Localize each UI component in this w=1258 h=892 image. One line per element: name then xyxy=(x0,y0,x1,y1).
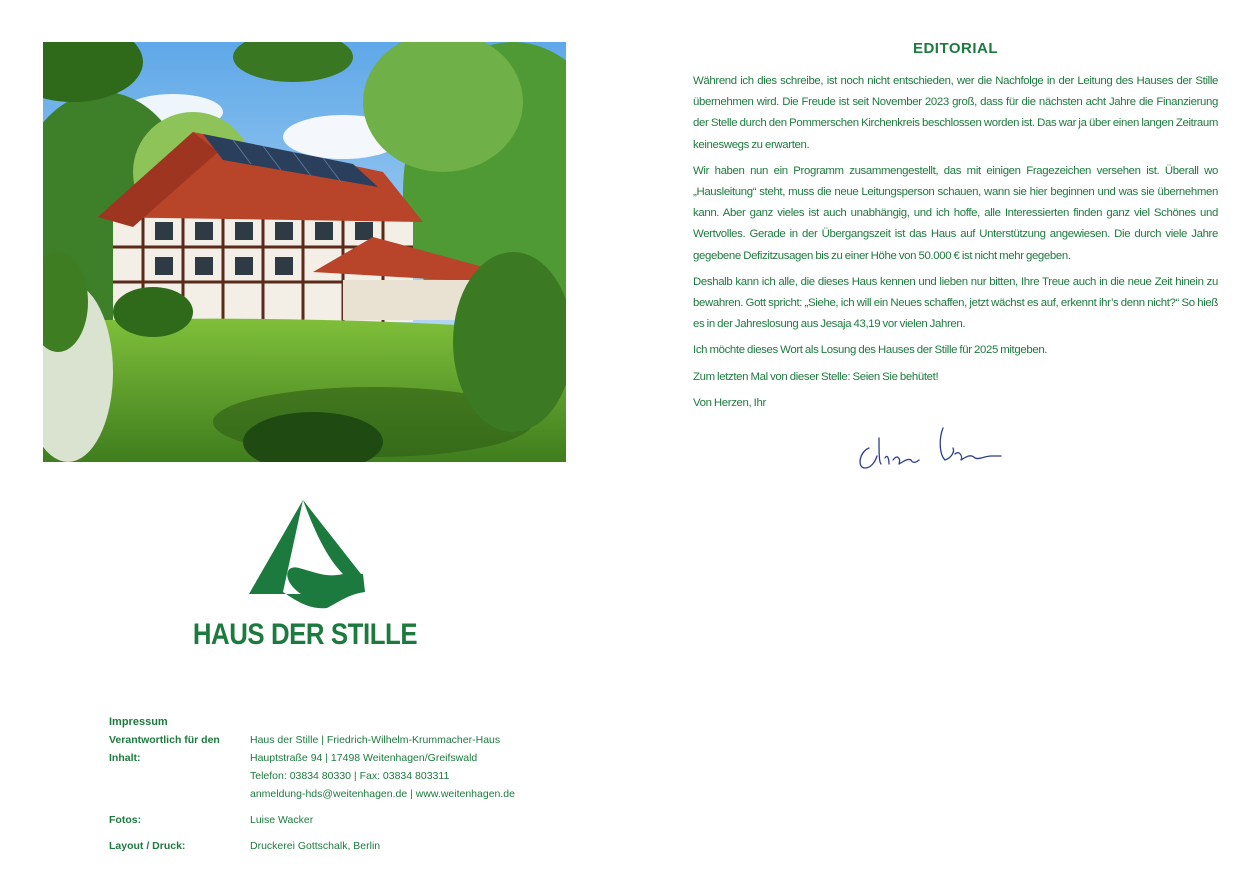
house-photo xyxy=(43,42,566,462)
impressum-title: Impressum xyxy=(109,716,168,728)
editorial-paragraph: Während ich dies schreibe, ist noch nicht entschieden, wer die Nachfolge in der Leitung des Hauses der Stille übernehmen wird. Die Freude ist seit November 2023 groß, dass für die nächsten acht Jahre die Finanzierung der Stelle durch den Pommerschen Kirchenkreis beschlossen worden ist. Das war ja über einen langen Zeitraum keineswegs zu erwarten. xyxy=(693,75,1218,151)
editorial-title: EDITORIAL xyxy=(912,40,999,57)
editorial-paragraph: Zum letzten Mal von dieser Stelle: Seien Sie behütet! xyxy=(693,370,939,383)
impressum-label: Fotos: xyxy=(109,814,142,826)
impressum-value: Luise Wacker xyxy=(250,814,314,826)
impressum-row xyxy=(109,811,589,829)
editorial-paragraph: Ich möchte dieses Wort als Losung des Hauses der Stille für 2025 mitgeben. xyxy=(693,344,1048,357)
phone-line: Telefon: 03834 80330 | Fax: 03834 803311 xyxy=(250,770,450,782)
editorial xyxy=(693,40,1218,414)
editorial-closing: Von Herzen, Ihr xyxy=(693,396,766,409)
impressum-label: Layout / Druck: xyxy=(109,840,186,852)
impressum-row xyxy=(109,837,589,855)
impressum-value xyxy=(250,731,589,803)
address-line: Haus der Stille | Friedrich-Wilhelm-Krummacher-Haus xyxy=(250,734,501,746)
brand-name: HAUS DER STILLE xyxy=(192,618,418,651)
haus-der-stille-logo xyxy=(243,498,367,610)
impressum-label: Verantwortlich für den Inhalt: xyxy=(109,734,220,764)
address-line: Hauptstraße 94 | 17498 Weitenhagen/Greifswald xyxy=(250,752,478,764)
contact-links[interactable]: anmeldung-hds@weitenhagen.de | www.weitenhagen.de xyxy=(250,788,515,800)
impressum xyxy=(109,713,589,855)
editorial-paragraph: Wir haben nun ein Programm zusammengestellt, das mit einigen Fragezeichen versehen ist. Überall wo „Hausleitung“ steht, muss die neue Leitungsperson schauen, wann sie hier beginnen und was sie übernehmen kann. Aber ganz vieles ist auch unabhängig, und ich hoffe, alle Interessierten finden ganz viel Schönes und Wertvolles. Gerade in der Übergangszeit ist das Haus auf Unterstützung angewiesen. Die durch viele Jahre gegebene Defizitzusagen bis zu einer Höhe von 50.000 € ist nicht mehr gegeben. xyxy=(693,164,1218,262)
editorial-paragraph: Deshalb kann ich alle, die dieses Haus kennen und lieben nur bitten, Ihre Treue auch in die neue Zeit hinein zu bewahren. Gott spricht: „Siehe, ich will ein Neues schaffen, jetzt wächst es auf, erkennt ihr’s denn nicht?“ So hieß es in der Jahreslosung aus Jesaja 43,19 vor vielen Jahren. xyxy=(693,275,1218,331)
impressum-value: Druckerei Gottschalk, Berlin xyxy=(250,840,381,852)
impressum-row xyxy=(109,731,589,803)
handwritten-signature xyxy=(855,418,1005,474)
